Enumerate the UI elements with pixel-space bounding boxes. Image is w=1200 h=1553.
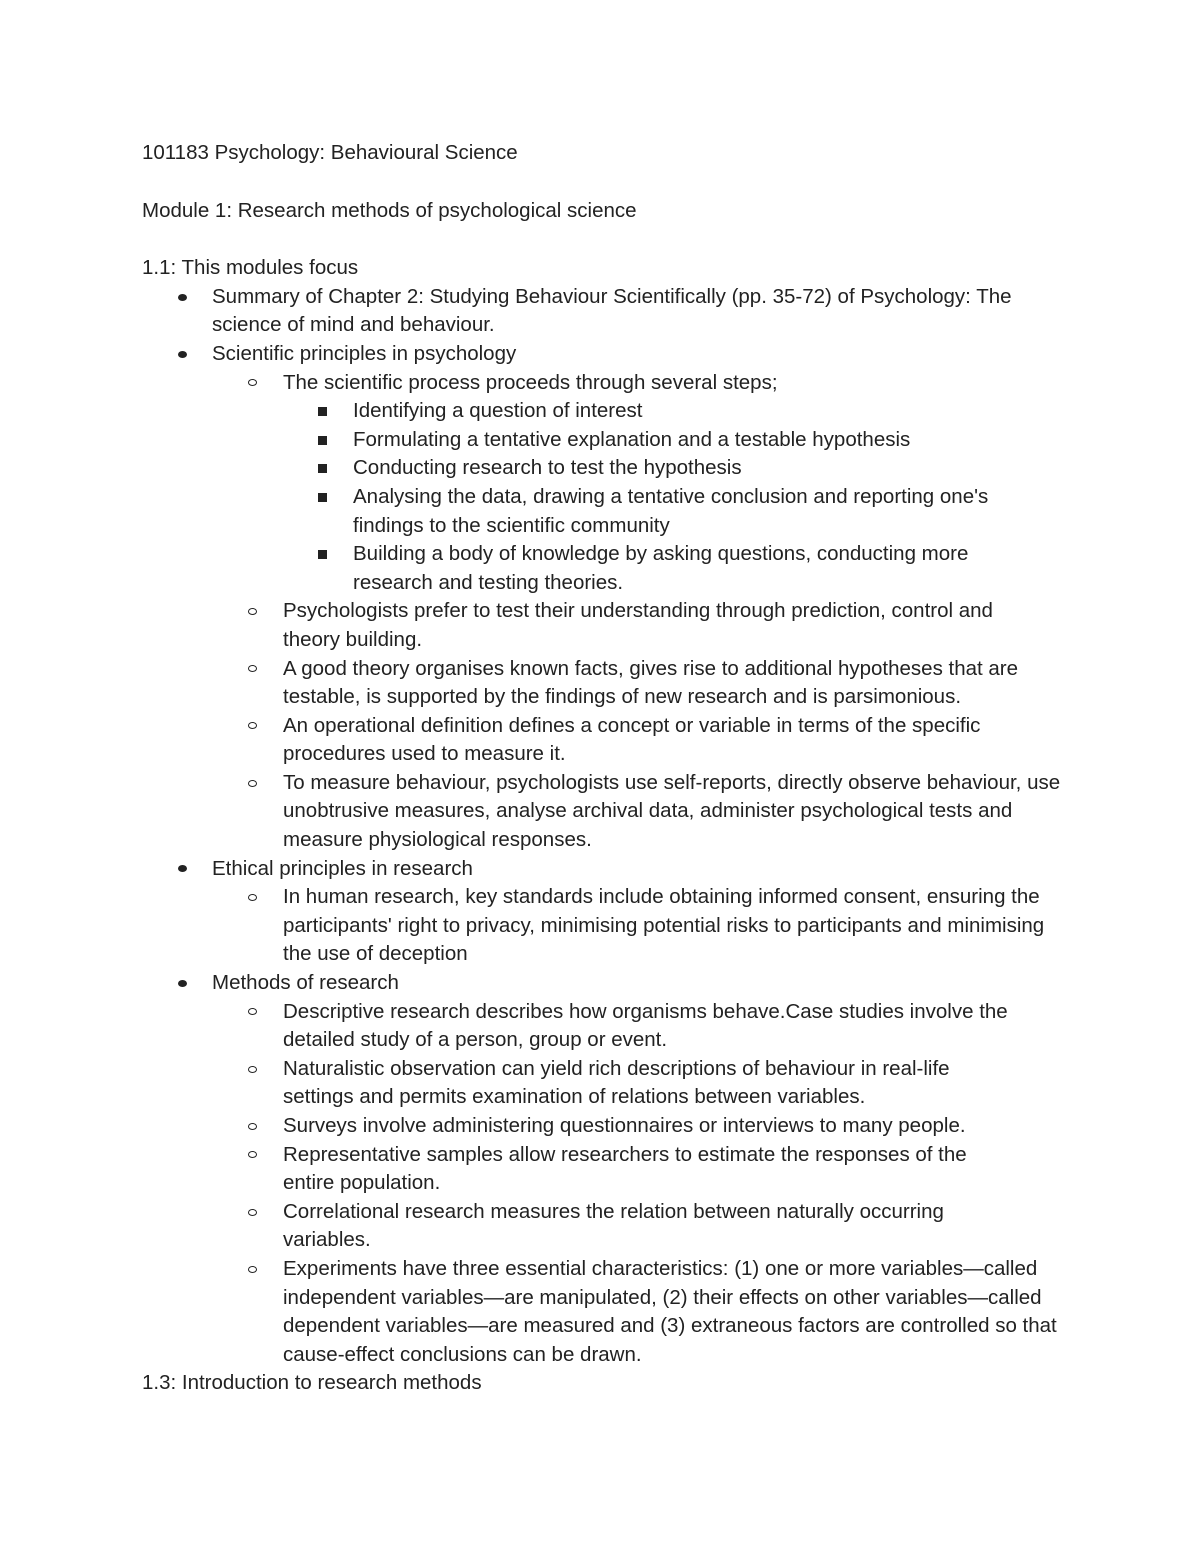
circle-bullet-icon — [248, 655, 257, 684]
square-bullet-icon — [318, 426, 327, 455]
circle-bullet-icon — [248, 998, 257, 1027]
research-methods-list — [142, 998, 1072, 1370]
circle-bullet-icon — [248, 1255, 257, 1284]
disc-bullet-icon — [178, 283, 187, 312]
list-item: Experiments have three essential characteristics: (1) one or more variables—called independent variables—are manipulated, (2) their effects on other variables—called dependent variables—are measured and (3) extraneous factors are controlled so that cause-effect conclusions can be drawn. — [142, 1255, 1072, 1369]
disc-bullet-icon — [178, 969, 187, 998]
course-title: 101183 Psychology: Behavioural Science — [142, 141, 518, 164]
list-item: Ethical principles in research — [142, 855, 1072, 884]
list-item: Scientific principles in psychology — [142, 340, 1072, 369]
circle-bullet-icon — [248, 1198, 257, 1227]
document-page — [142, 139, 1072, 1398]
scientific-principles-list — [142, 369, 1072, 855]
list-item: Correlational research measures the relation between naturally occurring variables. — [142, 1198, 1072, 1255]
list-item: Summary of Chapter 2: Studying Behaviour Scientifically (pp. 35-72) of Psychology: The science of mind and behaviour. — [142, 283, 1072, 340]
focus-list — [142, 283, 1072, 1370]
square-bullet-icon — [318, 540, 327, 569]
circle-bullet-icon — [248, 1112, 257, 1141]
disc-bullet-icon — [178, 340, 187, 369]
list-item: In human research, key standards include obtaining informed consent, ensuring the participants' right to privacy, minimising potential risks to participants and minimising the use of deception — [142, 883, 1072, 969]
list-item: Methods of research — [142, 969, 1072, 998]
list-item: The scientific process proceeds through several steps; — [142, 369, 1072, 398]
circle-bullet-icon — [248, 712, 257, 741]
list-item: To measure behaviour, psychologists use self-reports, directly observe behaviour, use unobtrusive measures, analyse archival data, administer psychological tests and measure physiological responses. — [142, 769, 1072, 855]
list-item: Analysing the data, drawing a tentative conclusion and reporting one's findings to the scientific community — [142, 483, 1072, 540]
list-item: Naturalistic observation can yield rich descriptions of behaviour in real-life settings and permits examination of relations between variables. — [142, 1055, 1072, 1112]
ethical-principles-list — [142, 883, 1072, 969]
list-item: Formulating a tentative explanation and a testable hypothesis — [142, 426, 1072, 455]
square-bullet-icon — [318, 454, 327, 483]
circle-bullet-icon — [248, 1055, 257, 1084]
list-item: An operational definition defines a concept or variable in terms of the specific procedures used to measure it. — [142, 712, 1072, 769]
circle-bullet-icon — [248, 597, 257, 626]
circle-bullet-icon — [248, 769, 257, 798]
list-item: Psychologists prefer to test their understanding through prediction, control and theory building. — [142, 597, 1072, 654]
square-bullet-icon — [318, 483, 327, 512]
list-item: Descriptive research describes how organisms behave.Case studies involve the detailed study of a person, group or event. — [142, 998, 1072, 1055]
module-title: Module 1: Research methods of psychological science — [142, 198, 637, 222]
disc-bullet-icon — [178, 855, 187, 884]
square-bullet-icon — [318, 397, 327, 426]
list-item: Surveys involve administering questionnaires or interviews to many people. — [142, 1112, 1072, 1141]
scientific-steps-list — [142, 397, 1072, 597]
list-item: Conducting research to test the hypothesis — [142, 454, 1072, 483]
section-heading-1-1: 1.1: This modules focus — [142, 256, 359, 280]
section-heading-1-3: 1.3: Introduction to research methods — [142, 1371, 482, 1395]
circle-bullet-icon — [248, 1141, 257, 1170]
circle-bullet-icon — [248, 883, 257, 912]
circle-bullet-icon — [248, 369, 257, 398]
list-item: Identifying a question of interest — [142, 397, 1072, 426]
list-item: Representative samples allow researchers to estimate the responses of the entire population. — [142, 1141, 1072, 1198]
list-item: A good theory organises known facts, gives rise to additional hypotheses that are testable, is supported by the findings of new research and is parsimonious. — [142, 655, 1072, 712]
list-item: Building a body of knowledge by asking questions, conducting more research and testing theories. — [142, 540, 1072, 597]
